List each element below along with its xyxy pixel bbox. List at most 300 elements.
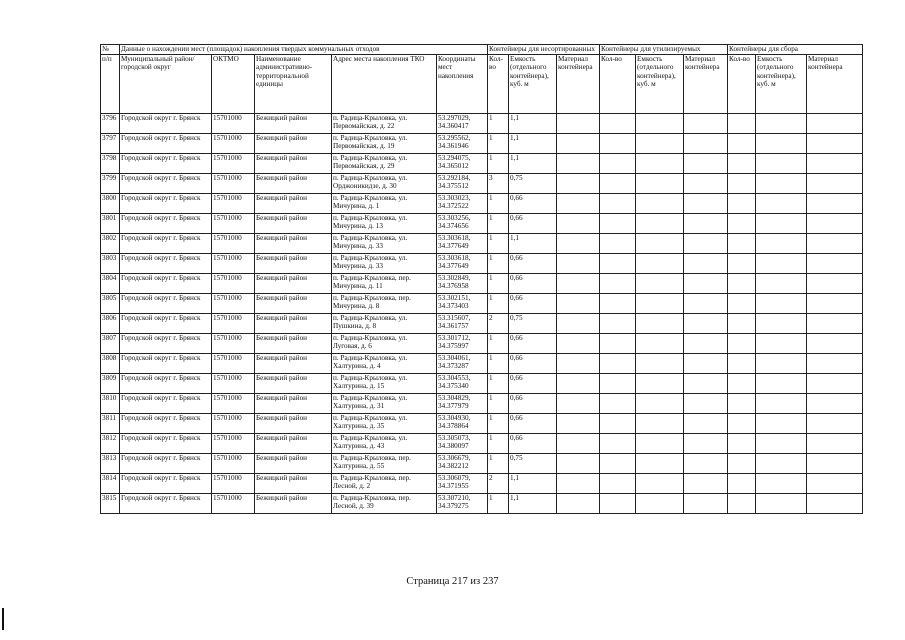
cell-unsorted-capacity: 1,1 [509,114,557,134]
cell-oktmo: 15701000 [212,314,255,334]
cell-empty [600,354,636,374]
cell-municipal: Городской округ г. Брянск [120,294,212,314]
table-row [101,494,863,514]
cell-unsorted-count: 1 [488,394,509,414]
cell-empty [684,174,728,194]
header-num: № [101,45,120,55]
cell-oktmo: 15701000 [212,274,255,294]
cell-empty [728,134,756,154]
cell-empty [807,394,863,414]
cell-coords: 53.303618, 34.377649 [437,254,488,274]
cell-empty [557,154,600,174]
cell-empty [728,254,756,274]
cell-address: п. Радица-Крыловка, ул. Пушкина, д. 8 [332,314,437,334]
waste-sites-table [100,44,863,514]
cell-oktmo: 15701000 [212,354,255,374]
table-row [101,414,863,434]
cell-empty [756,414,807,434]
cell-empty [684,314,728,334]
cell-empty [600,254,636,274]
cell-coords: 53.304829, 34.377979 [437,394,488,414]
cell-empty [600,194,636,214]
cell-unsorted-count: 1 [488,454,509,474]
cell-empty [636,474,684,494]
cell-unsorted-capacity: 1,1 [509,154,557,174]
table-row [101,474,863,494]
cell-municipal: Городской округ г. Брянск [120,454,212,474]
cell-unsorted-capacity: 0,75 [509,174,557,194]
cell-empty [684,234,728,254]
cell-empty [756,274,807,294]
header-unsorted-count: Кол-во [488,55,509,114]
cell-empty [756,154,807,174]
cell-coords: 53.305073, 34.380097 [437,434,488,454]
cell-empty [728,354,756,374]
header-coords: Координаты мест накопления [437,55,488,114]
cell-address: п. Радица-Крыловка, ул. Луговая, д. 6 [332,334,437,354]
cell-empty [684,394,728,414]
cell-address: п. Радица-Крыловка, ул. Орджоникидзе, д. 30 [332,174,437,194]
cell-empty [636,374,684,394]
cell-number: 3798 [101,154,120,174]
cell-empty [756,294,807,314]
header-municipal: Муниципальный район/городской округ [120,55,212,114]
cell-empty [684,494,728,514]
cell-number: 3802 [101,234,120,254]
cell-address: п. Радица-Крыловка, ул. Халтурина, д. 31 [332,394,437,414]
cell-municipal: Городской округ г. Брянск [120,174,212,194]
cell-municipal: Городской округ г. Брянск [120,194,212,214]
cell-number: 3805 [101,294,120,314]
cell-address: п. Радица-Крыловка, ул. Халтурина, д. 4 [332,354,437,374]
cell-coords: 53.292184, 34.375512 [437,174,488,194]
cell-unsorted-count: 1 [488,294,509,314]
cell-empty [756,494,807,514]
cell-empty [557,374,600,394]
cell-unsorted-capacity: 1,1 [509,494,557,514]
table-row [101,374,863,394]
cell-coords: 53.302151, 34.373403 [437,294,488,314]
cell-empty [600,374,636,394]
cell-oktmo: 15701000 [212,154,255,174]
cell-empty [807,234,863,254]
cell-empty [557,314,600,334]
cell-coords: 53.303023, 34.372522 [437,194,488,214]
cell-empty [728,374,756,394]
table-row [101,294,863,314]
cell-unsorted-count: 1 [488,354,509,374]
cell-number: 3797 [101,134,120,154]
cell-coords: 53.295562, 34.361946 [437,134,488,154]
cell-municipal: Городской округ г. Брянск [120,154,212,174]
cell-empty [600,454,636,474]
cell-empty [728,454,756,474]
cell-unsorted-count: 1 [488,194,509,214]
cell-empty [636,414,684,434]
cell-empty [636,434,684,454]
cell-empty [807,434,863,454]
cell-empty [600,174,636,194]
header-unit-name: Наименование административно-территориальной единицы [255,55,332,114]
scan-edge-mark [2,608,4,630]
table-row [101,274,863,294]
cell-unsorted-capacity: 0,75 [509,314,557,334]
cell-empty [557,394,600,414]
cell-unsorted-capacity: 1,1 [509,134,557,154]
header-unsorted-capacity: Емкость (отдельного контейнера), куб. м [509,55,557,114]
cell-oktmo: 15701000 [212,334,255,354]
table-row [101,134,863,154]
header-row-groups [101,45,863,55]
cell-oktmo: 15701000 [212,474,255,494]
cell-coords: 53.302849, 34.376958 [437,274,488,294]
cell-unsorted-count: 1 [488,114,509,134]
cell-empty [756,254,807,274]
cell-unit: Бежицкий район [255,134,332,154]
cell-address: п. Радица-Крыловка, ул. Халтурина, д. 35 [332,414,437,434]
table-row [101,334,863,354]
cell-unsorted-capacity: 0,66 [509,254,557,274]
cell-empty [557,294,600,314]
cell-empty [807,494,863,514]
cell-number: 3803 [101,254,120,274]
cell-empty [807,214,863,234]
cell-empty [600,434,636,454]
header-row-columns [101,55,863,114]
cell-empty [756,454,807,474]
cell-oktmo: 15701000 [212,454,255,474]
cell-unit: Бежицкий район [255,314,332,334]
cell-empty [728,434,756,454]
cell-empty [636,234,684,254]
cell-empty [728,394,756,414]
cell-empty [557,354,600,374]
cell-unit: Бежицкий район [255,414,332,434]
cell-municipal: Городской округ г. Брянск [120,314,212,334]
cell-empty [636,354,684,374]
cell-empty [557,414,600,434]
cell-empty [636,254,684,274]
cell-empty [807,354,863,374]
cell-unit: Бежицкий район [255,194,332,214]
header-collection-group: Контейнеры для сбора [728,45,863,55]
cell-oktmo: 15701000 [212,114,255,134]
cell-empty [728,334,756,354]
cell-address: п. Радица-Крыловка, пер. Мичурина, д. 11 [332,274,437,294]
cell-municipal: Городской округ г. Брянск [120,134,212,154]
header-recycle-capacity: Емкость (отдельного контейнера), куб. м [636,55,684,114]
cell-empty [636,134,684,154]
cell-empty [728,314,756,334]
cell-empty [600,154,636,174]
cell-empty [807,154,863,174]
table-row [101,114,863,134]
cell-empty [684,354,728,374]
cell-empty [636,494,684,514]
cell-unit: Бежицкий район [255,434,332,454]
cell-empty [728,214,756,234]
cell-number: 3811 [101,414,120,434]
cell-empty [684,414,728,434]
cell-unit: Бежицкий район [255,394,332,414]
cell-empty [684,194,728,214]
cell-unsorted-capacity: 0,66 [509,294,557,314]
cell-number: 3814 [101,474,120,494]
cell-empty [756,214,807,234]
cell-municipal: Городской округ г. Брянск [120,114,212,134]
cell-unit: Бежицкий район [255,494,332,514]
cell-unsorted-capacity: 0,66 [509,394,557,414]
cell-empty [807,474,863,494]
cell-number: 3810 [101,394,120,414]
cell-empty [684,114,728,134]
cell-unsorted-count: 1 [488,234,509,254]
cell-empty [600,134,636,154]
cell-empty [600,414,636,434]
cell-oktmo: 15701000 [212,174,255,194]
cell-address: п. Радица-Крыловка, ул. Мичурина, д. 13 [332,214,437,234]
cell-coords: 53.304553, 34.375340 [437,374,488,394]
cell-empty [807,374,863,394]
cell-address: п. Радица-Крыловка, ул. Мичурина, д. 33 [332,234,437,254]
cell-empty [636,334,684,354]
cell-oktmo: 15701000 [212,194,255,214]
cell-number: 3800 [101,194,120,214]
cell-empty [636,194,684,214]
cell-empty [756,474,807,494]
header-address: Адрес места накопления ТКО [332,55,437,114]
cell-empty [807,134,863,154]
header-collection-material: Материал контейнера [807,55,863,114]
cell-empty [557,134,600,154]
cell-unsorted-count: 1 [488,274,509,294]
cell-empty [684,214,728,234]
cell-address: п. Радица-Крыловка, ул. Мичурина, д. 1 [332,194,437,214]
table-row [101,354,863,374]
cell-empty [557,454,600,474]
header-collection-count: Кол-во [728,55,756,114]
cell-coords: 53.307210, 34.379275 [437,494,488,514]
cell-empty [807,314,863,334]
cell-empty [600,274,636,294]
cell-number: 3807 [101,334,120,354]
cell-unit: Бежицкий район [255,154,332,174]
cell-empty [756,174,807,194]
cell-coords: 53.297029, 34.360417 [437,114,488,134]
cell-empty [557,474,600,494]
cell-address: п. Радица-Крыловка, пер. Мичурина, д. 8 [332,294,437,314]
cell-oktmo: 15701000 [212,394,255,414]
cell-empty [756,354,807,374]
cell-unit: Бежицкий район [255,474,332,494]
cell-unit: Бежицкий район [255,374,332,394]
cell-coords: 53.303618, 34.377649 [437,234,488,254]
cell-municipal: Городской округ г. Брянск [120,374,212,394]
cell-municipal: Городской округ г. Брянск [120,214,212,234]
cell-empty [636,394,684,414]
cell-empty [600,294,636,314]
cell-number: 3801 [101,214,120,234]
cell-empty [756,314,807,334]
cell-empty [807,414,863,434]
cell-empty [756,334,807,354]
cell-empty [557,274,600,294]
cell-unit: Бежицкий район [255,214,332,234]
header-unsorted-group: Контейнеры для несортированных [488,45,600,55]
cell-empty [600,474,636,494]
cell-empty [807,294,863,314]
cell-coords: 53.306079, 34.371955 [437,474,488,494]
cell-municipal: Городской округ г. Брянск [120,414,212,434]
cell-address: п. Радица-Крыловка, пер. Лесной, д. 2 [332,474,437,494]
cell-empty [807,174,863,194]
cell-empty [600,114,636,134]
cell-oktmo: 15701000 [212,494,255,514]
cell-empty [684,254,728,274]
header-pp: п/п [101,55,120,114]
table-row [101,314,863,334]
cell-unit: Бежицкий район [255,294,332,314]
cell-unit: Бежицкий район [255,234,332,254]
cell-empty [756,194,807,214]
cell-oktmo: 15701000 [212,254,255,274]
cell-coords: 53.303256, 34.374656 [437,214,488,234]
page-number: Страница 217 из 237 [406,576,499,587]
table-body [101,45,863,514]
cell-empty [756,374,807,394]
cell-unsorted-capacity: 0,66 [509,334,557,354]
cell-unsorted-count: 1 [488,134,509,154]
cell-unsorted-count: 1 [488,494,509,514]
cell-empty [728,234,756,254]
cell-unsorted-capacity: 0,66 [509,274,557,294]
cell-municipal: Городской округ г. Брянск [120,274,212,294]
header-collection-capacity: Емкость (отдельного контейнера), куб. м [756,55,807,114]
cell-unsorted-count: 3 [488,174,509,194]
cell-municipal: Городской округ г. Брянск [120,254,212,274]
cell-empty [728,194,756,214]
cell-unsorted-capacity: 0,66 [509,214,557,234]
cell-empty [684,474,728,494]
cell-empty [557,174,600,194]
cell-empty [600,494,636,514]
cell-oktmo: 15701000 [212,294,255,314]
cell-empty [728,414,756,434]
cell-empty [557,254,600,274]
header-data-group: Данные о нахождении мест (площадок) накопления твердых коммунальных отходов [120,45,488,55]
cell-number: 3809 [101,374,120,394]
cell-empty [636,454,684,474]
table-row [101,194,863,214]
cell-unsorted-count: 1 [488,414,509,434]
cell-unsorted-count: 2 [488,474,509,494]
cell-address: п. Радица-Крыловка, ул. Халтурина, д. 43 [332,434,437,454]
cell-empty [728,114,756,134]
cell-municipal: Городской округ г. Брянск [120,334,212,354]
cell-empty [557,234,600,254]
cell-empty [557,194,600,214]
header-recycle-material: Материал контейнера [684,55,728,114]
cell-coords: 53.301712, 34.375997 [437,334,488,354]
cell-coords: 53.294075, 34.365012 [437,154,488,174]
cell-municipal: Городской округ г. Брянск [120,434,212,454]
cell-address: п. Радица-Крыловка, ул. Первомайская, д. 22 [332,114,437,134]
cell-unit: Бежицкий район [255,454,332,474]
cell-empty [636,314,684,334]
cell-unsorted-capacity: 0,66 [509,374,557,394]
cell-unsorted-count: 2 [488,314,509,334]
cell-empty [557,494,600,514]
cell-empty [807,114,863,134]
table-row [101,234,863,254]
cell-address: п. Радица-Крыловка, ул. Первомайская, д. 29 [332,154,437,174]
cell-empty [636,274,684,294]
table-row [101,454,863,474]
cell-unsorted-count: 1 [488,434,509,454]
cell-coords: 53.306679, 34.382212 [437,454,488,474]
cell-empty [807,454,863,474]
cell-municipal: Городской округ г. Брянск [120,474,212,494]
header-oktmo: ОКТМО [212,55,255,114]
cell-empty [728,154,756,174]
cell-unit: Бежицкий район [255,254,332,274]
cell-oktmo: 15701000 [212,414,255,434]
cell-number: 3799 [101,174,120,194]
cell-unsorted-capacity: 0,66 [509,354,557,374]
cell-empty [728,494,756,514]
table-row [101,154,863,174]
cell-number: 3806 [101,314,120,334]
cell-unsorted-capacity: 0,66 [509,434,557,454]
cell-municipal: Городской округ г. Брянск [120,494,212,514]
cell-empty [557,334,600,354]
cell-empty [756,394,807,414]
header-recycle-count: Кол-во [600,55,636,114]
cell-address: п. Радица-Крыловка, ул. Халтурина, д. 15 [332,374,437,394]
cell-unsorted-capacity: 1,1 [509,234,557,254]
cell-empty [728,274,756,294]
cell-empty [557,214,600,234]
cell-empty [756,114,807,134]
cell-empty [684,454,728,474]
cell-empty [728,294,756,314]
cell-empty [600,214,636,234]
cell-address: п. Радица-Крыловка, пер. Лесной, д. 39 [332,494,437,514]
cell-oktmo: 15701000 [212,134,255,154]
cell-empty [600,314,636,334]
cell-empty [557,434,600,454]
cell-number: 3796 [101,114,120,134]
cell-number: 3813 [101,454,120,474]
cell-oktmo: 15701000 [212,374,255,394]
cell-unsorted-count: 1 [488,334,509,354]
cell-empty [684,374,728,394]
cell-unsorted-capacity: 0,75 [509,454,557,474]
cell-empty [728,174,756,194]
cell-coords: 53.304930, 34.378864 [437,414,488,434]
cell-empty [600,234,636,254]
cell-empty [636,114,684,134]
cell-coords: 53.304061, 34.373287 [437,354,488,374]
cell-oktmo: 15701000 [212,434,255,454]
cell-empty [728,474,756,494]
cell-unsorted-count: 1 [488,154,509,174]
cell-municipal: Городской округ г. Брянск [120,354,212,374]
cell-empty [756,134,807,154]
cell-oktmo: 15701000 [212,214,255,234]
cell-unsorted-capacity: 0,66 [509,194,557,214]
table-row [101,254,863,274]
